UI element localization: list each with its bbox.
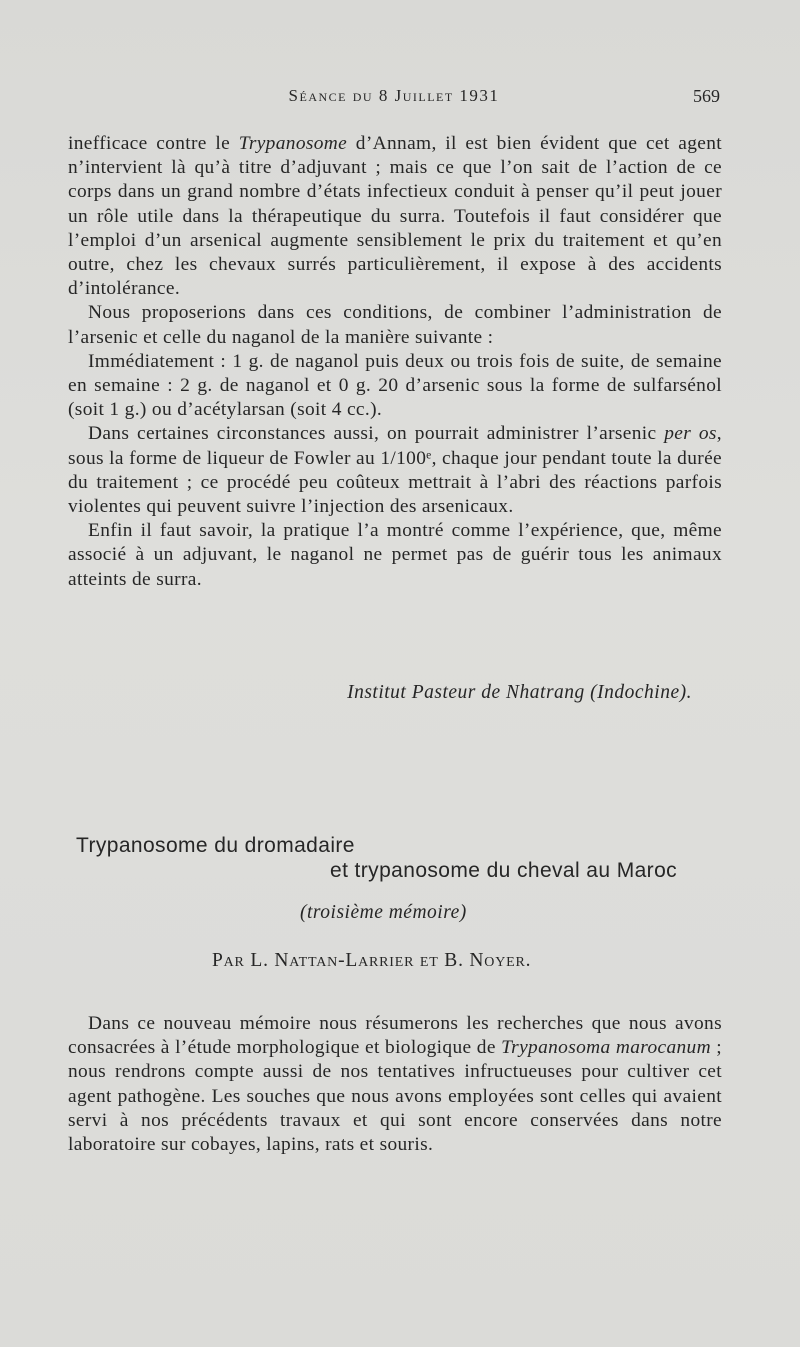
article2-paragraph-after: ; nous rendrons compte aussi de nos tentatives infructueuses pour cultiver cet agent pathogène. Les souches que nous avons employées sont celles qui avaient servi à nos précédents travaux et qui sont encore conservées dans notre laboratoire sur cobayes, lapins, rats et souris. [68,1037,722,1156]
article2-paragraph [68,1012,722,1157]
paragraph-4-italic: per os [664,423,717,445]
article2-subtitle: (troisième mémoire) [300,902,467,923]
running-head [68,86,720,114]
article2-title-line2: et trypanosome du cheval au Maroc [330,859,678,882]
paragraph-1 [68,132,722,301]
article1-body [68,132,722,592]
page-number: 569 [693,86,720,106]
paragraph-1-before: inefficace contre le [68,133,239,154]
institution-signature: Institut Pasteur de Nhatrang (Indochine). [347,682,692,703]
paragraph-4 [68,422,722,519]
paragraph-4-before: Dans certaines circonstances aussi, on pourrait administrer l’arsenic [88,423,665,445]
paragraph-1-after: d’Annam, il est bien évident que cet agent n’intervient là qu’à titre d’adjuvant ; mais ce que l’on sait de l’action de ce corps dans un grand nombre d’états infectieux conduit à penser qu’il peut jouer un rôle utile dans la thérapeutique du surra. Toutefois il faut considérer que l’emploi d’un arsenical augmente sensiblement le prix du traitement et qu’en outre, chez les chevaux surrés particulièrement, il expose à des accidents d’intolérance. [68,133,723,300]
article2-paragraph-before: Dans ce nouveau mémoire nous résumerons les recherches que nous avons consacrées à l’étude morphologique et biologique de [68,1013,722,1059]
article2-title-line1: Trypanosome du dromadaire [76,834,355,857]
paragraph-4-after: , sous la forme de liqueur de Fowler au 1/100ᵉ, chaque jour pendant toute la durée du traitement ; ce procédé peu coûteux mettrait à l’abri des réactions parfois violentes qui peuvent suivre l’injection des arsenicaux. [68,423,722,518]
article2-paragraph-italic: Trypanosoma marocanum [501,1037,711,1059]
paragraph-5: Enfin il faut savoir, la pratique l’a montré comme l’expérience, que, même associé à un adjuvant, le naganol ne permet pas de guérir tous les animaux atteints de surra. [68,520,722,590]
article2-authors: Par L. Nattan-Larrier et B. Noyer. [212,950,532,971]
running-title: Séance du 8 Juillet 1931 [288,86,500,105]
paragraph-2: Nous proposerions dans ces conditions, de combiner l’administration de l’arsenic et celle du naganol de la manière suivante : [68,302,722,348]
article2-body [68,1012,722,1157]
paragraph-3: Immédiatement : 1 g. de naganol puis deux ou trois fois de suite, de semaine en semaine : 2 g. de naganol et 0 g. 20 d’arsenic sous la forme de sulfarsénol (soit 1 g.) ou d’acétylarsan (soit 4 cc.). [68,350,722,421]
paragraph-1-italic: Trypanosome [238,133,348,154]
